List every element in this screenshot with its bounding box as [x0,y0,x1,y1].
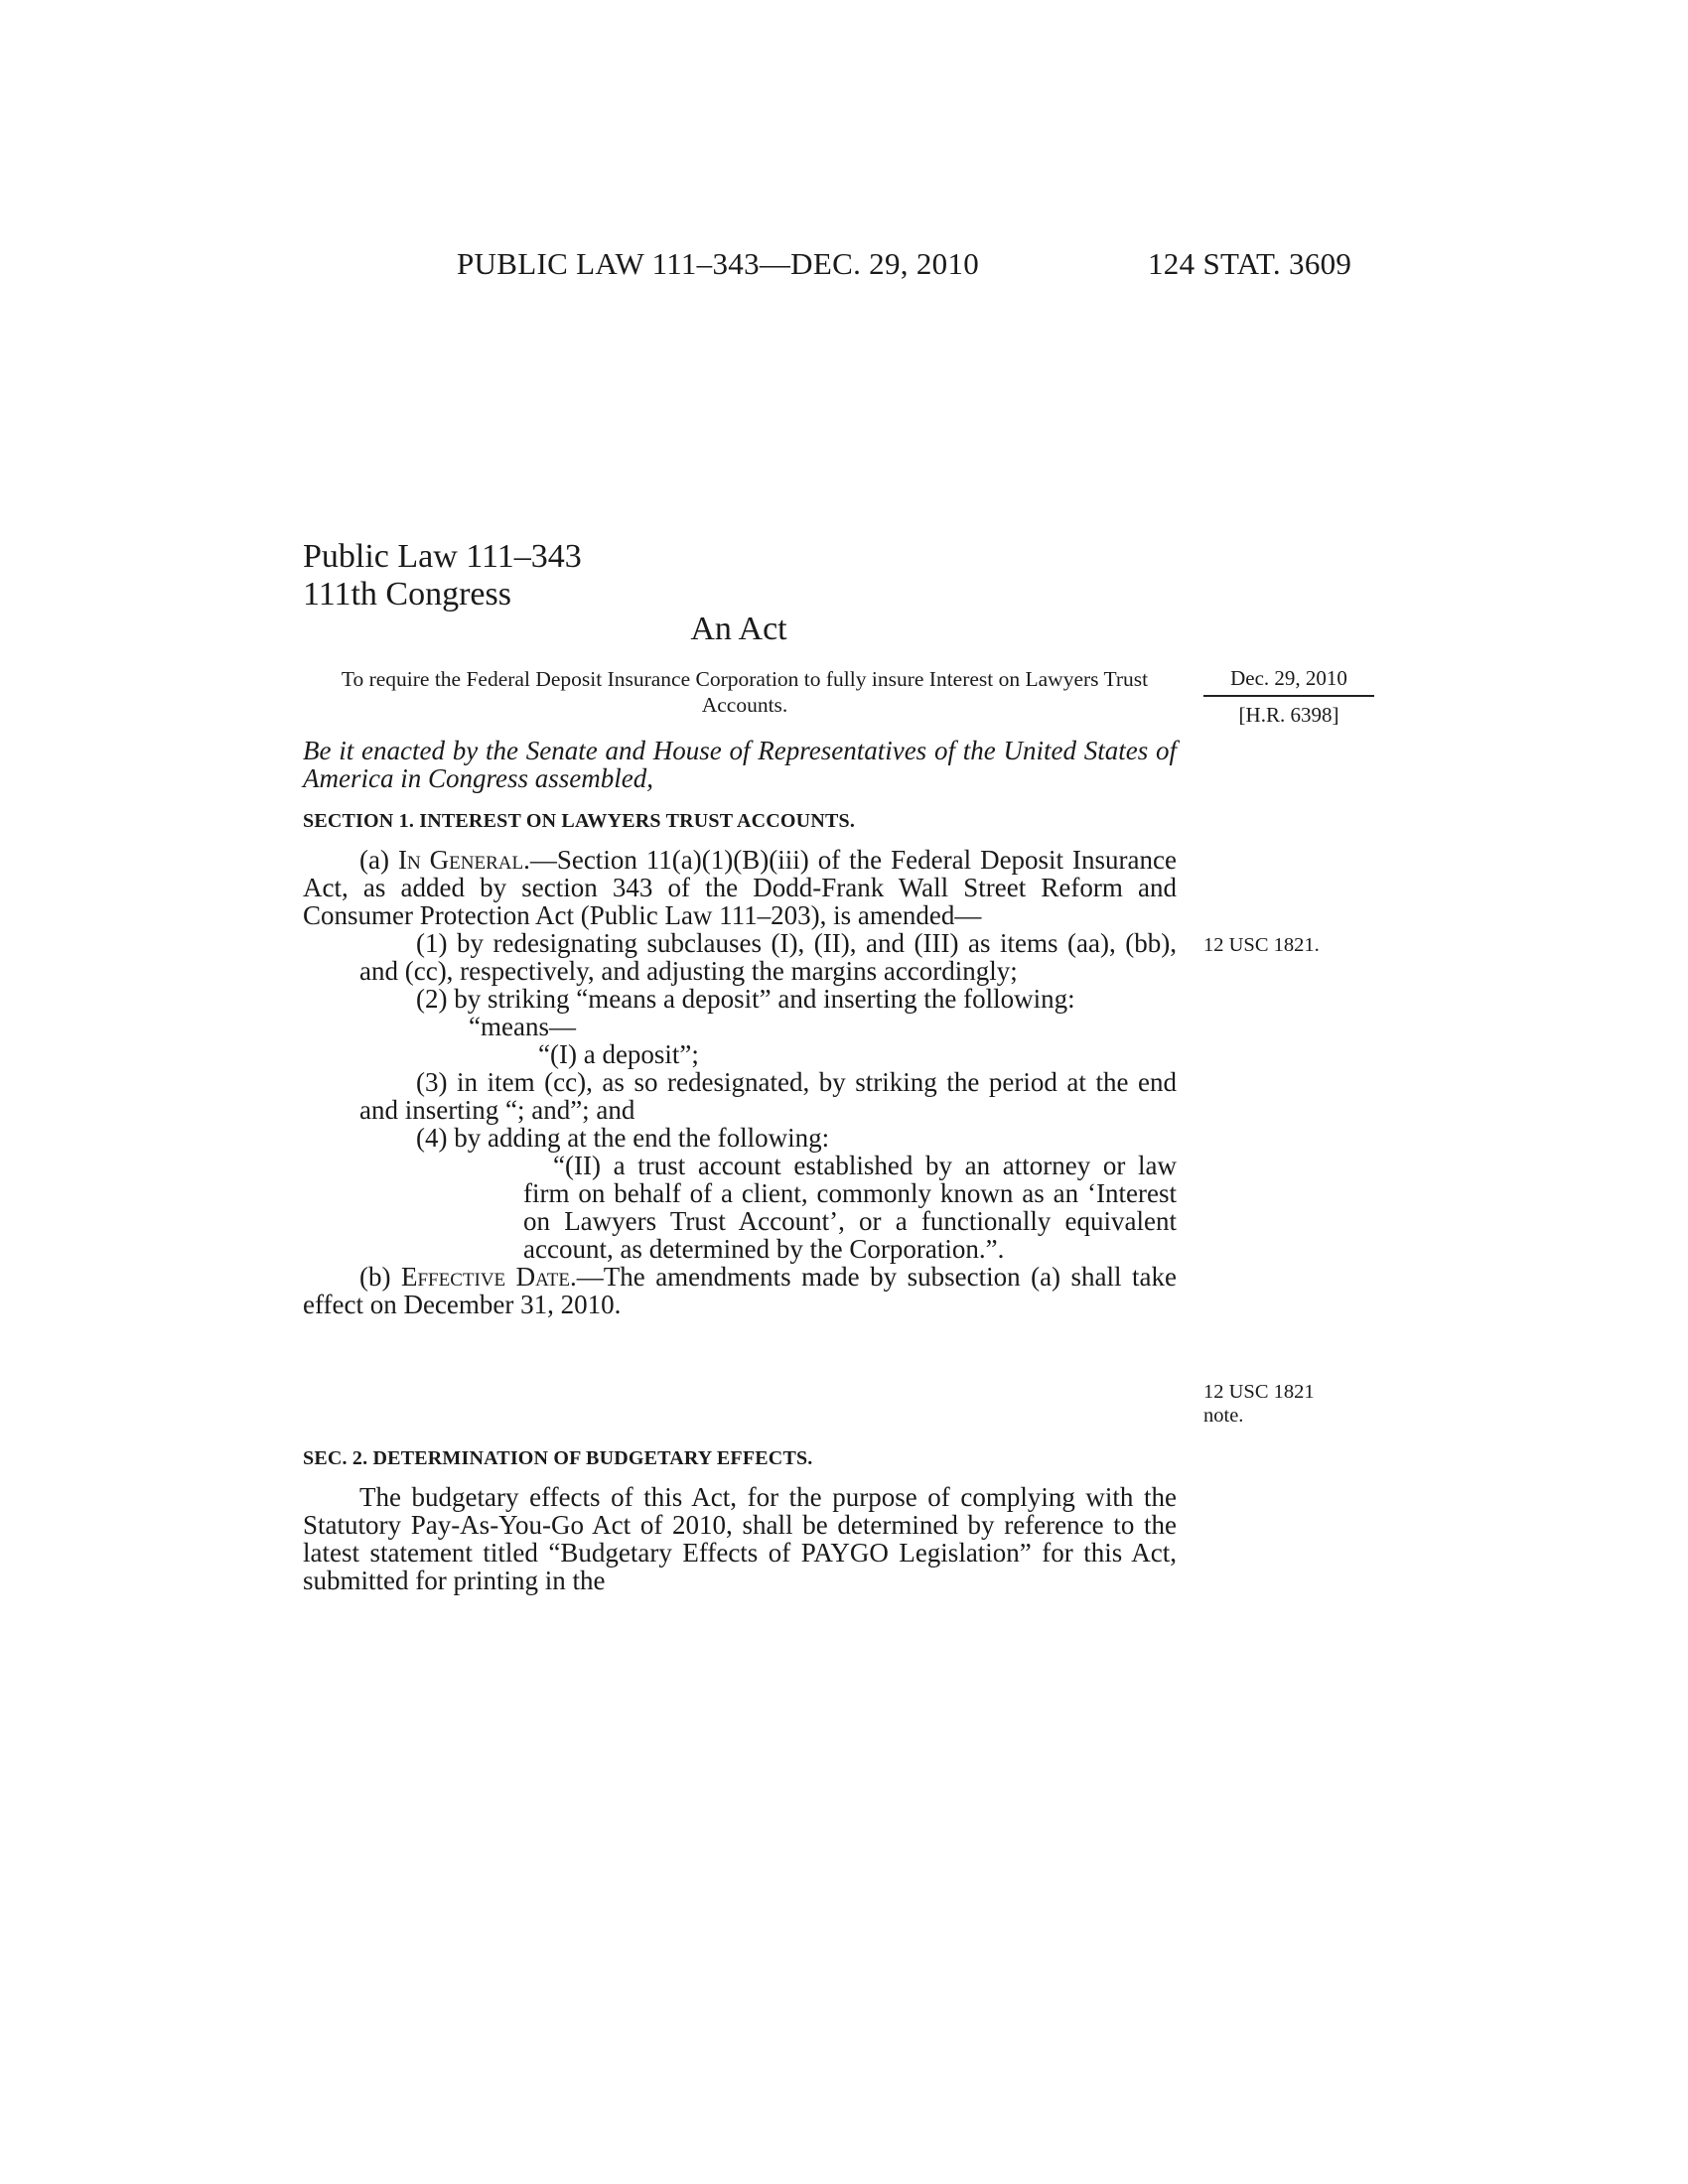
quoted-means: “means— [469,1012,576,1041]
section-1-heading: SECTION 1. INTEREST ON LAWYERS TRUST ACCOUNTS. [303,810,856,832]
statute-page-number: 124 STAT. 3609 [1148,246,1352,281]
subsection-b-caption: Effective Date [400,1262,570,1292]
congress-number: 111th Congress [303,576,511,613]
subsection-b: (b) Effective Date.—The amendments made by subsection (a) shall take effect on December 31, 2010. [303,1262,1177,1319]
usc-note-sidenote: 12 USC 1821 note. [1203,1381,1315,1427]
running-head-citation: PUBLIC LAW 111–343—DEC. 29, 2010 [457,246,980,281]
amendment-item-4: (4) by adding at the end the following: [416,1123,830,1153]
running-head [0,246,1688,286]
public-law-number: Public Law 111–343 [303,538,582,575]
amendment-item-2: (2) by striking “means a deposit” and inserting the following: [416,984,1075,1014]
inserted-subclause-ii: “(II) a trust account established by an attorney or law firm on behalf of a client, commonly known as an ‘Interest on Lawyers Trust Account’, or a functionally equivalent account, as determined by the Corporation.”. [523,1151,1177,1264]
enactment-sidenote [1203,666,1374,728]
section-2-text: The budgetary effects of this Act, for the purpose of complying with the Statutory Pay-As-You-Go Act of 2010, shall be determined by reference to the latest statement titled “Budgetary Effects of PAYGO Legislation” for this Act, submitted for printing in the [303,1482,1177,1595]
amendment-item-3: (3) in item (cc), as so redesignated, by striking the period at the end and inserting “; and”; and [359,1067,1177,1125]
bill-number: [H.R. 6398] [1238,703,1339,727]
subsection-a-caption: In General [397,845,524,875]
enacting-clause: Be it enacted by the Senate and House of Representatives of the United States of America in Congress assembled, [303,736,1177,793]
quoted-deposit: “(I) a deposit”; [538,1039,699,1069]
section-2-heading: SEC. 2. DETERMINATION OF BUDGETARY EFFECTS. [303,1447,813,1469]
section-1-body [303,846,1177,1318]
subsection-a: (a) In General.—Section 11(a)(1)(B)(iii) of the Federal Deposit Insurance Act, as added by section 343 of the Dodd-Frank Wall Street Reform and Consumer Protection Act (Public Law 111–203), is amended— [303,845,1177,930]
purpose-statement: To require the Federal Deposit Insurance Corporation to fully insure Interest on Lawyers Trust Accounts. [341,667,1149,717]
usc-citation-sidenote: 12 USC 1821. [1203,934,1320,956]
enactment-date: Dec. 29, 2010 [1203,666,1374,697]
act-title: An Act [690,611,787,647]
law-identifier [303,538,582,614]
amendment-item-1: (1) by redesignating subclauses (I), (II), and (III) as items (aa), (bb), and (cc), respectively, and adjusting the margins accordingly; [359,928,1177,986]
section-2-body [303,1483,1177,1594]
